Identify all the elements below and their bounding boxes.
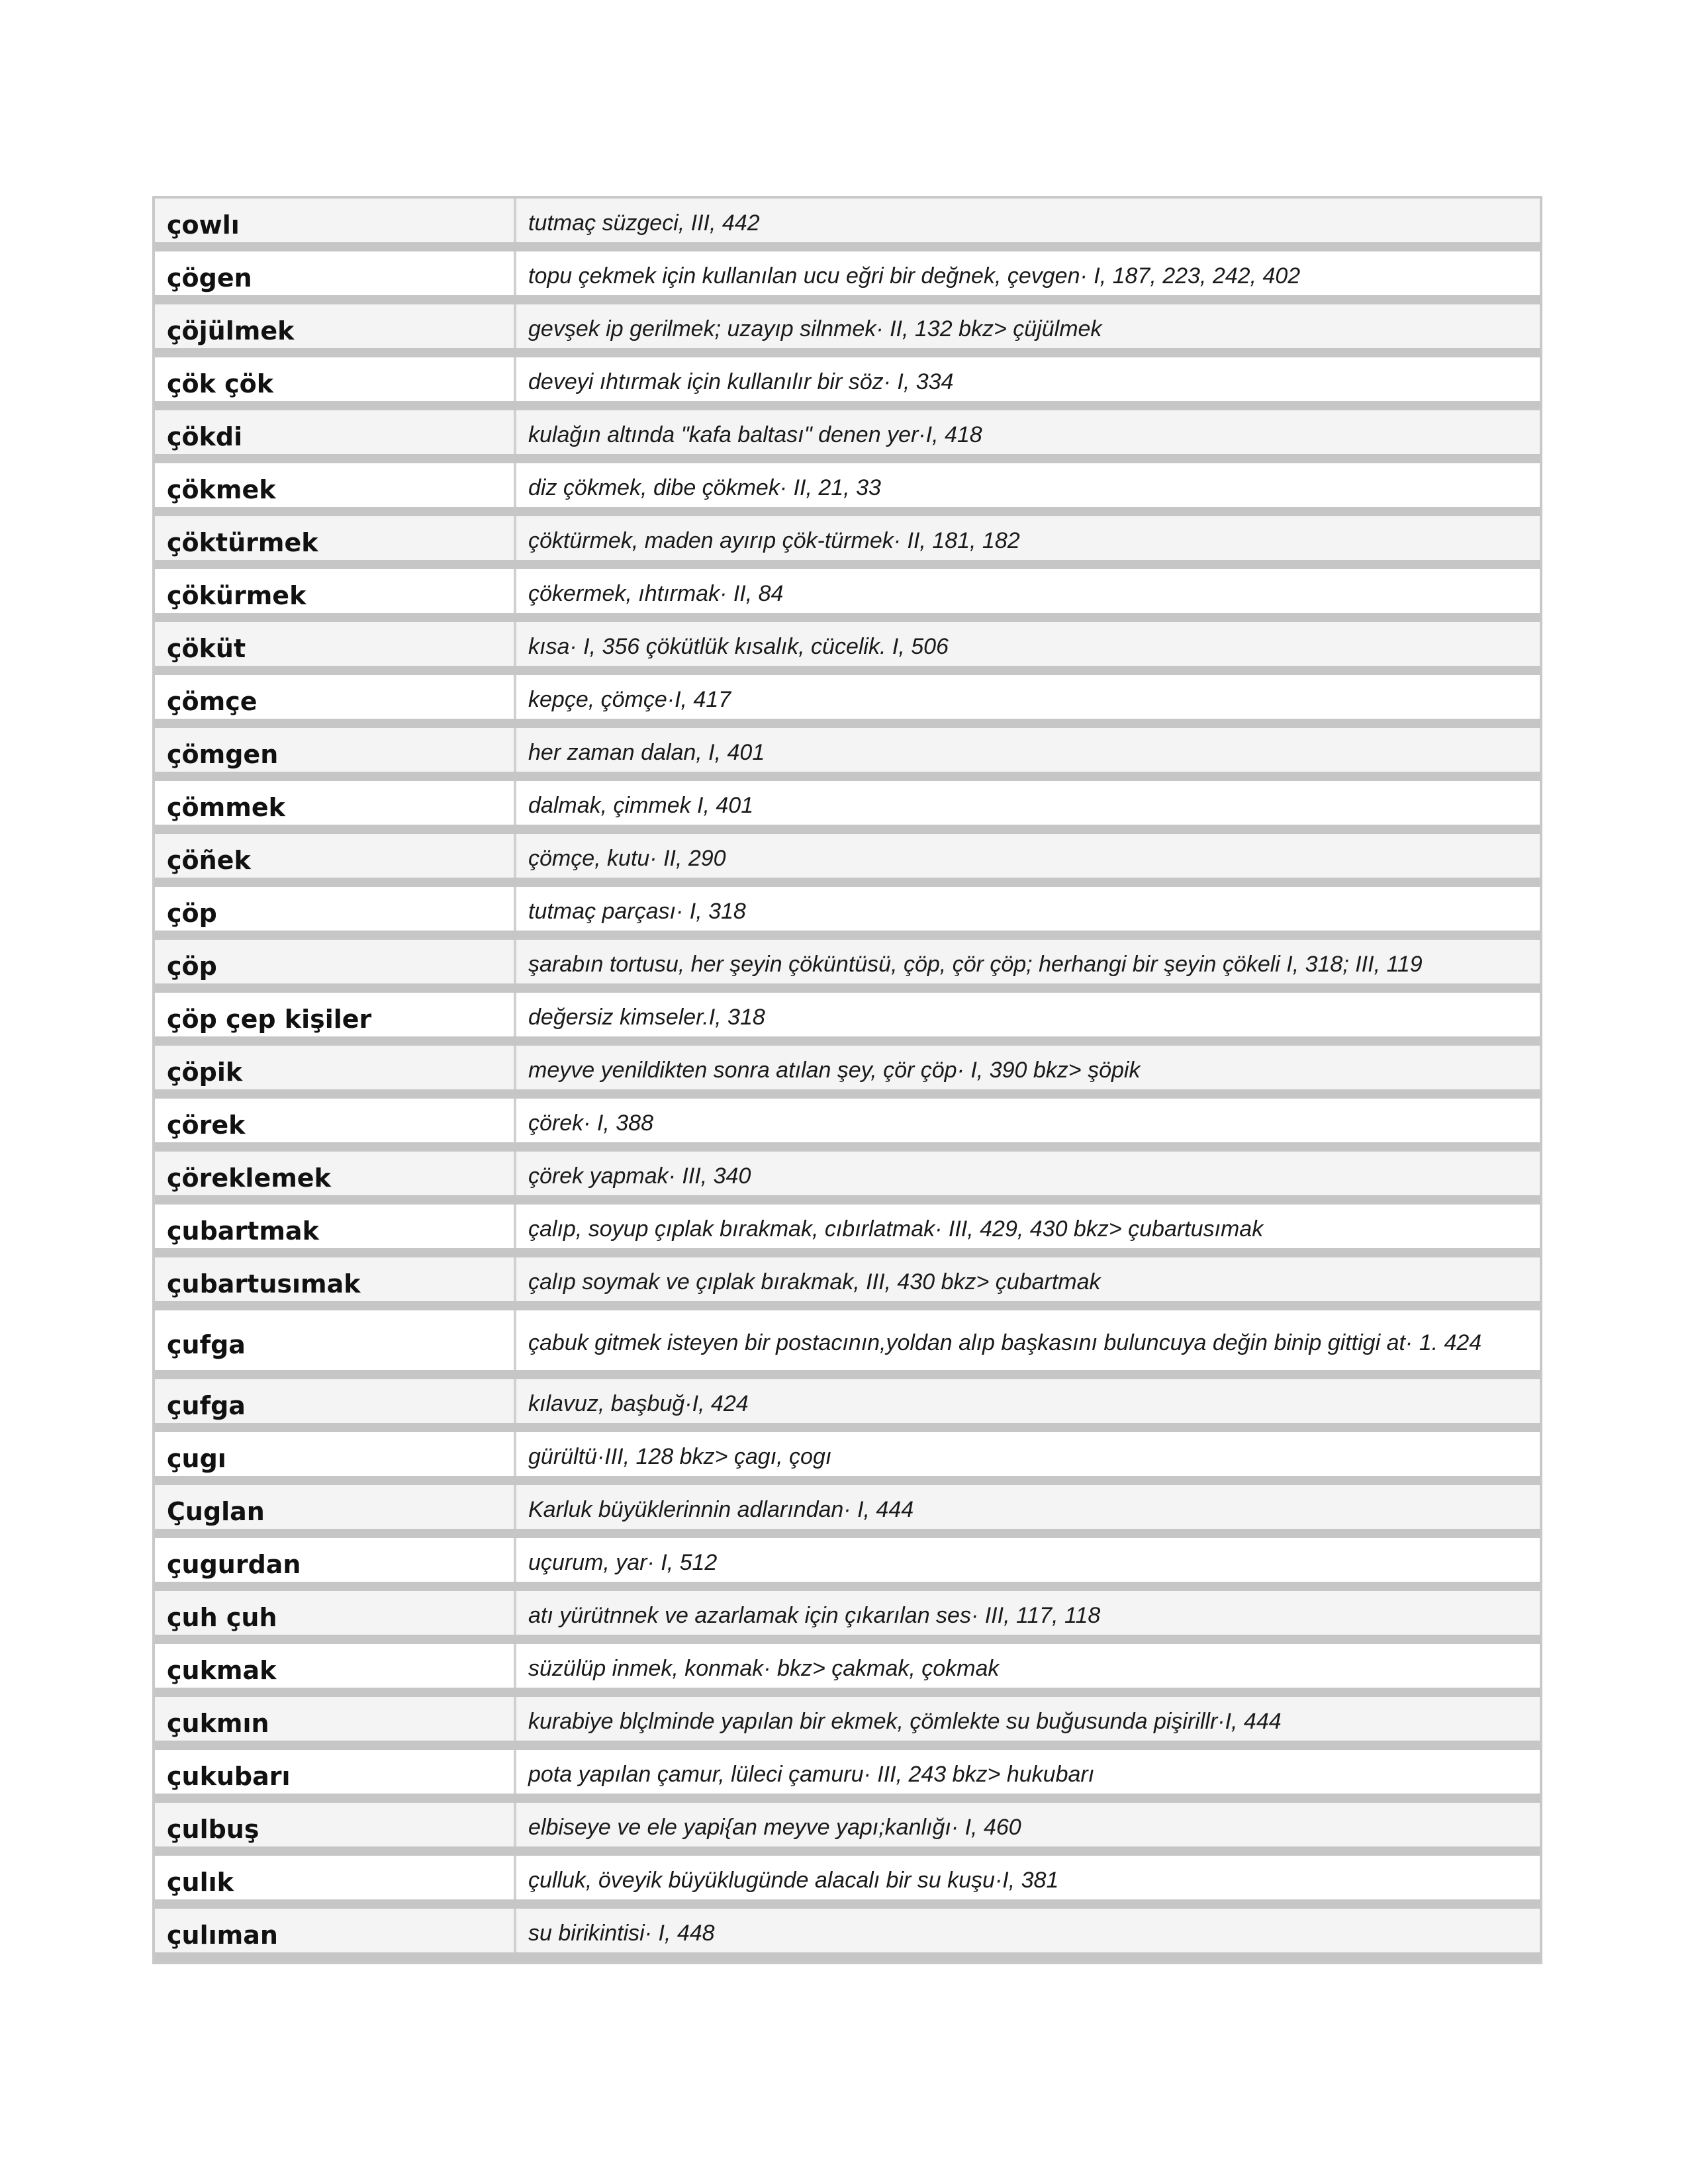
table-row [155, 834, 1540, 887]
term-cell: çöktürmek [155, 516, 516, 560]
table-row [155, 993, 1540, 1046]
definition-cell: çörek· I, 388 [516, 1099, 1540, 1142]
term-cell: çukmak [155, 1644, 516, 1688]
table-row [155, 1909, 1540, 1962]
term-cell: çöjülmek [155, 304, 516, 348]
definition-cell: çalıp, soyup çıplak bırakmak, cıbırlatmak· III, 429, 430 bkz> çubartusımak [516, 1205, 1540, 1248]
definition-cell: kulağın altında "kafa baltası" denen yer·I, 418 [516, 410, 1540, 454]
definition-cell: şarabın tortusu, her şeyin çöküntüsü, çöp, çör çöp; herhangi bir şeyin çökeli I, 318; III, 119 [516, 940, 1540, 983]
table-row [155, 357, 1540, 410]
term-cell: çögen [155, 251, 516, 295]
table-row [155, 1750, 1540, 1803]
definition-cell: gürültü·III, 128 bkz> çagı, çogı [516, 1432, 1540, 1476]
table-row [155, 516, 1540, 569]
definition-cell: elbiseye ve ele yapi{an meyve yapı;kanlığı· I, 460 [516, 1803, 1540, 1846]
table-row [155, 251, 1540, 304]
table-row [155, 1856, 1540, 1909]
term-cell: çöñek [155, 834, 516, 878]
definition-cell: topu çekmek için kullanılan ucu eğri bir değnek, çevgen· I, 187, 223, 242, 402 [516, 251, 1540, 295]
table-row [155, 1152, 1540, 1205]
table-row [155, 622, 1540, 675]
table-row [155, 1591, 1540, 1644]
table-row [155, 1257, 1540, 1310]
term-cell: çöreklemek [155, 1152, 516, 1195]
term-cell: çörek [155, 1099, 516, 1142]
definition-cell: çabuk gitmek isteyen bir postacının,yoldan alıp başkasını buluncuya değin binip gittigi at· 1. 424 [516, 1310, 1540, 1370]
table-row [155, 1697, 1540, 1750]
table-row [155, 1644, 1540, 1697]
table-row [155, 463, 1540, 516]
term-cell: çufga [155, 1310, 516, 1370]
term-cell: çuh çuh [155, 1591, 516, 1635]
table-row [155, 1538, 1540, 1591]
table-row [155, 887, 1540, 940]
term-cell: çöküt [155, 622, 516, 666]
term-cell: çulık [155, 1856, 516, 1899]
term-cell: çöp [155, 887, 516, 931]
definition-cell: çulluk, öveyik büyüklugünde alacalı bir su kuşu·I, 381 [516, 1856, 1540, 1899]
term-cell: çugı [155, 1432, 516, 1476]
glossary-table [152, 196, 1542, 1964]
term-cell: çöp [155, 940, 516, 983]
term-cell: çulbuş [155, 1803, 516, 1846]
term-cell: çukmın [155, 1697, 516, 1741]
table-row [155, 304, 1540, 357]
term-cell: çök çök [155, 357, 516, 401]
term-cell: çubartusımak [155, 1257, 516, 1301]
term-cell: çulıman [155, 1909, 516, 1952]
table-row [155, 1310, 1540, 1379]
term-cell: çubartmak [155, 1205, 516, 1248]
table-row [155, 675, 1540, 728]
table-row [155, 781, 1540, 834]
term-cell: çömmek [155, 781, 516, 825]
table-row [155, 199, 1540, 251]
definition-cell: kurabiye blçlminde yapılan bir ekmek, çömlekte su buğusunda pişirillr·I, 444 [516, 1697, 1540, 1741]
definition-cell: kepçe, çömçe·I, 417 [516, 675, 1540, 719]
definition-cell: her zaman dalan, I, 401 [516, 728, 1540, 772]
term-cell: çöp çep kişiler [155, 993, 516, 1036]
definition-cell: pota yapılan çamur, lüleci çamuru· III, 243 bkz> hukubarı [516, 1750, 1540, 1794]
table-row [155, 1432, 1540, 1485]
term-cell: çufga [155, 1379, 516, 1423]
term-cell: çugurdan [155, 1538, 516, 1582]
term-cell: çowlı [155, 199, 516, 242]
definition-cell: meyve yenildikten sonra atılan şey, çör çöp· I, 390 bkz> şöpik [516, 1046, 1540, 1089]
table-row [155, 1046, 1540, 1099]
table-row [155, 728, 1540, 781]
definition-cell: Karluk büyüklerinnin adlarından· I, 444 [516, 1485, 1540, 1529]
table-row [155, 940, 1540, 993]
definition-cell: gevşek ip gerilmek; uzayıp silnmek· II, 132 bkz> çüjülmek [516, 304, 1540, 348]
definition-cell: çalıp soymak ve çıplak bırakmak, III, 430 bkz> çubartmak [516, 1257, 1540, 1301]
definition-cell: dalmak, çimmek I, 401 [516, 781, 1540, 825]
table-row [155, 1379, 1540, 1432]
definition-cell: değersiz kimseler.I, 318 [516, 993, 1540, 1036]
term-cell: çömçe [155, 675, 516, 719]
definition-cell: süzülüp inmek, konmak· bkz> çakmak, çokmak [516, 1644, 1540, 1688]
term-cell: çömgen [155, 728, 516, 772]
definition-cell: çörek yapmak· III, 340 [516, 1152, 1540, 1195]
definition-cell: çökermek, ıhtırmak· II, 84 [516, 569, 1540, 613]
table-row [155, 410, 1540, 463]
term-cell: çukubarı [155, 1750, 516, 1794]
definition-cell: su birikintisi· I, 448 [516, 1909, 1540, 1952]
definition-cell: çöktürmek, maden ayırıp çök-türmek· II, 181, 182 [516, 516, 1540, 560]
definition-cell: kısa· I, 356 çökütlük kısalık, cücelik. I, 506 [516, 622, 1540, 666]
table-row [155, 1803, 1540, 1856]
table-row [155, 1099, 1540, 1152]
table-row [155, 1205, 1540, 1257]
definition-cell: diz çökmek, dibe çökmek· II, 21, 33 [516, 463, 1540, 507]
term-cell: çökdi [155, 410, 516, 454]
definition-cell: çömçe, kutu· II, 290 [516, 834, 1540, 878]
table-row [155, 1485, 1540, 1538]
term-cell: çökürmek [155, 569, 516, 613]
definition-cell: atı yürütnnek ve azarlamak için çıkarılan ses· III, 117, 118 [516, 1591, 1540, 1635]
table-row [155, 569, 1540, 622]
definition-cell: tutmaç süzgeci, III, 442 [516, 199, 1540, 242]
term-cell: çökmek [155, 463, 516, 507]
definition-cell: tutmaç parçası· I, 318 [516, 887, 1540, 931]
definition-cell: kılavuz, başbuğ·I, 424 [516, 1379, 1540, 1423]
term-cell: Çuglan [155, 1485, 516, 1529]
term-cell: çöpik [155, 1046, 516, 1089]
definition-cell: deveyi ıhtırmak için kullanılır bir söz· I, 334 [516, 357, 1540, 401]
definition-cell: uçurum, yar· I, 512 [516, 1538, 1540, 1582]
